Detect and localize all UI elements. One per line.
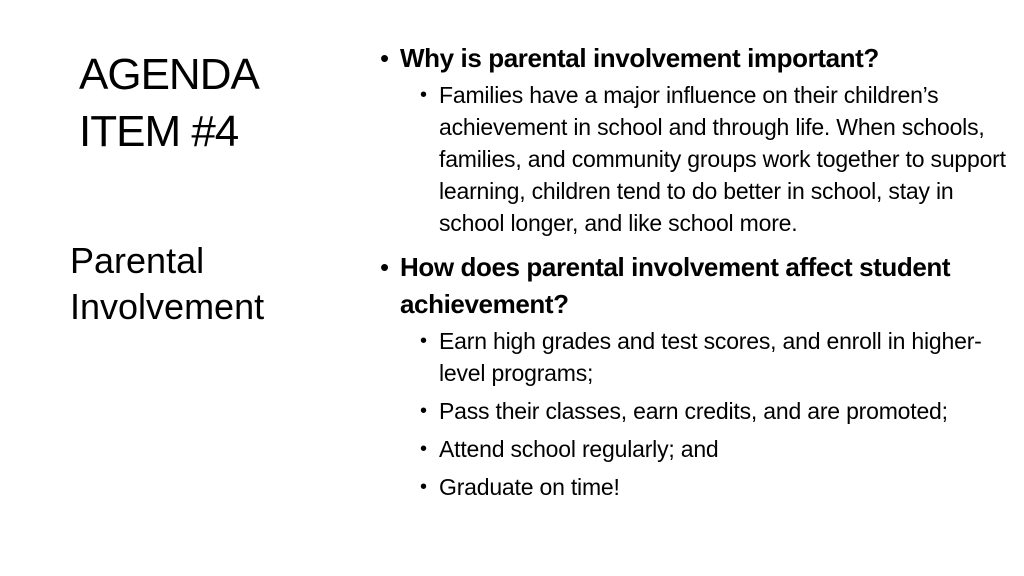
list-item-text: Graduate on time!: [439, 474, 620, 500]
question-heading: How does parental involvement affect student achievement?: [400, 252, 951, 319]
bullet-icon: •: [420, 400, 427, 422]
bullet-icon: •: [420, 330, 427, 352]
list-item-text: Pass their classes, earn credits, and are promoted;: [439, 398, 948, 424]
slide-subtitle-line-1: Parental: [70, 240, 205, 281]
bullet-icon: •: [420, 84, 427, 106]
list-item: [378, 325, 1008, 389]
list-item-text: Attend school regularly; and: [439, 436, 719, 462]
question-achievement: [378, 249, 1008, 323]
list-item: [378, 433, 1008, 465]
bullet-icon: •: [420, 438, 427, 460]
slide-title-line-2: ITEM #4: [79, 107, 239, 156]
list-item: [378, 79, 1008, 239]
list-item: [378, 395, 1008, 427]
slide-title-line-1: AGENDA: [79, 50, 259, 99]
list-item: [378, 471, 1008, 503]
bullet-icon: •: [380, 43, 389, 73]
list-item-text: Families have a major influence on their children’s achievement in school and through life. When schools, families, and community groups work together to support learning, children tend to do better in school, stay in school longer, and like school more.: [439, 82, 1006, 236]
slide-subtitle-line-2: Involvement: [70, 286, 265, 327]
slide-subtitle: [70, 238, 360, 330]
importance-points: [378, 79, 1008, 239]
question-heading: Why is parental involvement important?: [400, 43, 879, 73]
bullet-icon: •: [380, 252, 389, 282]
achievement-points: [378, 325, 1008, 503]
list-item-text: Earn high grades and test scores, and enroll in higher-level programs;: [439, 328, 982, 386]
question-importance: [378, 40, 1008, 77]
bullet-icon: •: [420, 476, 427, 498]
slide-content: [378, 40, 1008, 509]
slide-title: [79, 46, 349, 160]
